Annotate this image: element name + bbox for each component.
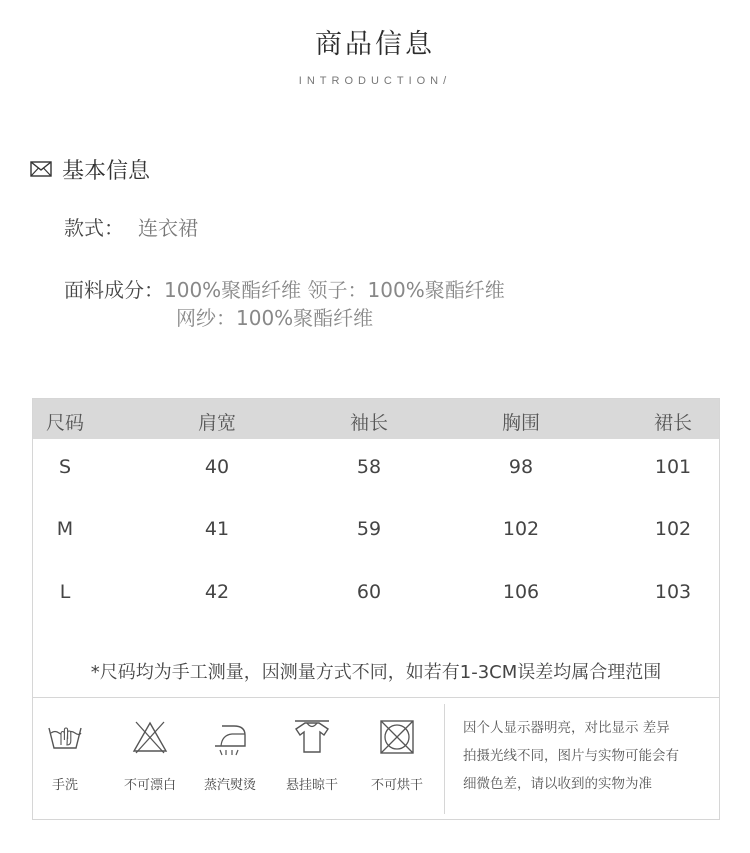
row-l-length: 103: [654, 581, 692, 603]
size-table-header: [33, 399, 719, 439]
care-label-steam-iron: 蒸汽熨烫: [203, 778, 256, 793]
fabric-value-line1: 100%聚酯纤维 领子：100%聚酯纤维: [164, 278, 505, 302]
row-l-bust: 106: [502, 581, 540, 603]
header-size: 尺码: [45, 412, 84, 434]
row-l-sleeve: 60: [356, 581, 382, 603]
row-s-shoulder: 40: [204, 456, 230, 478]
no-tumble-dry-icon: [378, 718, 416, 756]
disclaimer-line: 拍摄光线不同，图片与实物可能会有: [463, 748, 679, 764]
care-label-hand-wash: 手洗: [51, 778, 78, 793]
care-item-no-bleach: [110, 718, 190, 793]
steam-iron-icon: [211, 718, 249, 756]
header-shoulder: 肩宽: [197, 412, 236, 434]
envelope-icon: [30, 161, 52, 177]
row-s-bust: 98: [508, 456, 534, 478]
header-sleeve: 袖长: [349, 412, 388, 434]
row-s-size: S: [58, 456, 72, 478]
care-divider: [444, 704, 445, 814]
care-item-steam-iron: [190, 718, 270, 793]
style-row: [64, 212, 198, 241]
row-l-size: L: [59, 581, 71, 603]
color-disclaimer: [463, 714, 713, 798]
care-instructions: [32, 697, 720, 820]
style-value: 连衣裙: [138, 216, 198, 240]
row-m-bust: 102: [502, 518, 540, 540]
hand-wash-icon: [46, 718, 84, 756]
header-skirt-length: 裙长: [653, 412, 692, 434]
row-s-sleeve: 58: [356, 456, 382, 478]
row-m-size: M: [56, 518, 74, 540]
size-table: [32, 398, 720, 698]
care-label-no-bleach: 不可漂白: [123, 778, 176, 793]
disclaimer-line: 因个人显示器明亮，对比显示 差异: [463, 720, 670, 736]
care-item-hand-wash: [25, 718, 105, 793]
page-title: 商品信息: [315, 29, 435, 60]
care-label-hang-dry: 悬挂晾干: [285, 778, 338, 793]
size-note: *尺码均为手工测量，因测量方式不同，如若有1-3CM误差均属合理范围: [90, 662, 662, 683]
hang-dry-icon: [293, 718, 331, 756]
fabric-value-line2: 网纱：100%聚酯纤维: [176, 306, 374, 330]
care-item-hang-dry: [272, 718, 352, 793]
disclaimer-line: 细微色差，请以收到的实物为准: [463, 776, 652, 792]
care-item-no-tumble-dry: [357, 718, 437, 793]
row-m-shoulder: 41: [204, 518, 230, 540]
header-bust: 胸围: [501, 412, 540, 434]
no-bleach-icon: [131, 718, 169, 756]
fabric-label: 面料成分：: [64, 278, 164, 302]
basic-info-heading: [30, 155, 150, 183]
care-label-no-tumble-dry: 不可烘干: [370, 778, 423, 793]
page-subtitle: INTRODUCTION/: [298, 75, 452, 87]
style-label: 款式：: [64, 216, 124, 240]
fabric-row: [64, 276, 505, 304]
row-s-length: 101: [654, 456, 692, 478]
row-m-length: 102: [654, 518, 692, 540]
basic-info-label: 基本信息: [62, 158, 151, 184]
row-l-shoulder: 42: [204, 581, 230, 603]
row-m-sleeve: 59: [356, 518, 382, 540]
